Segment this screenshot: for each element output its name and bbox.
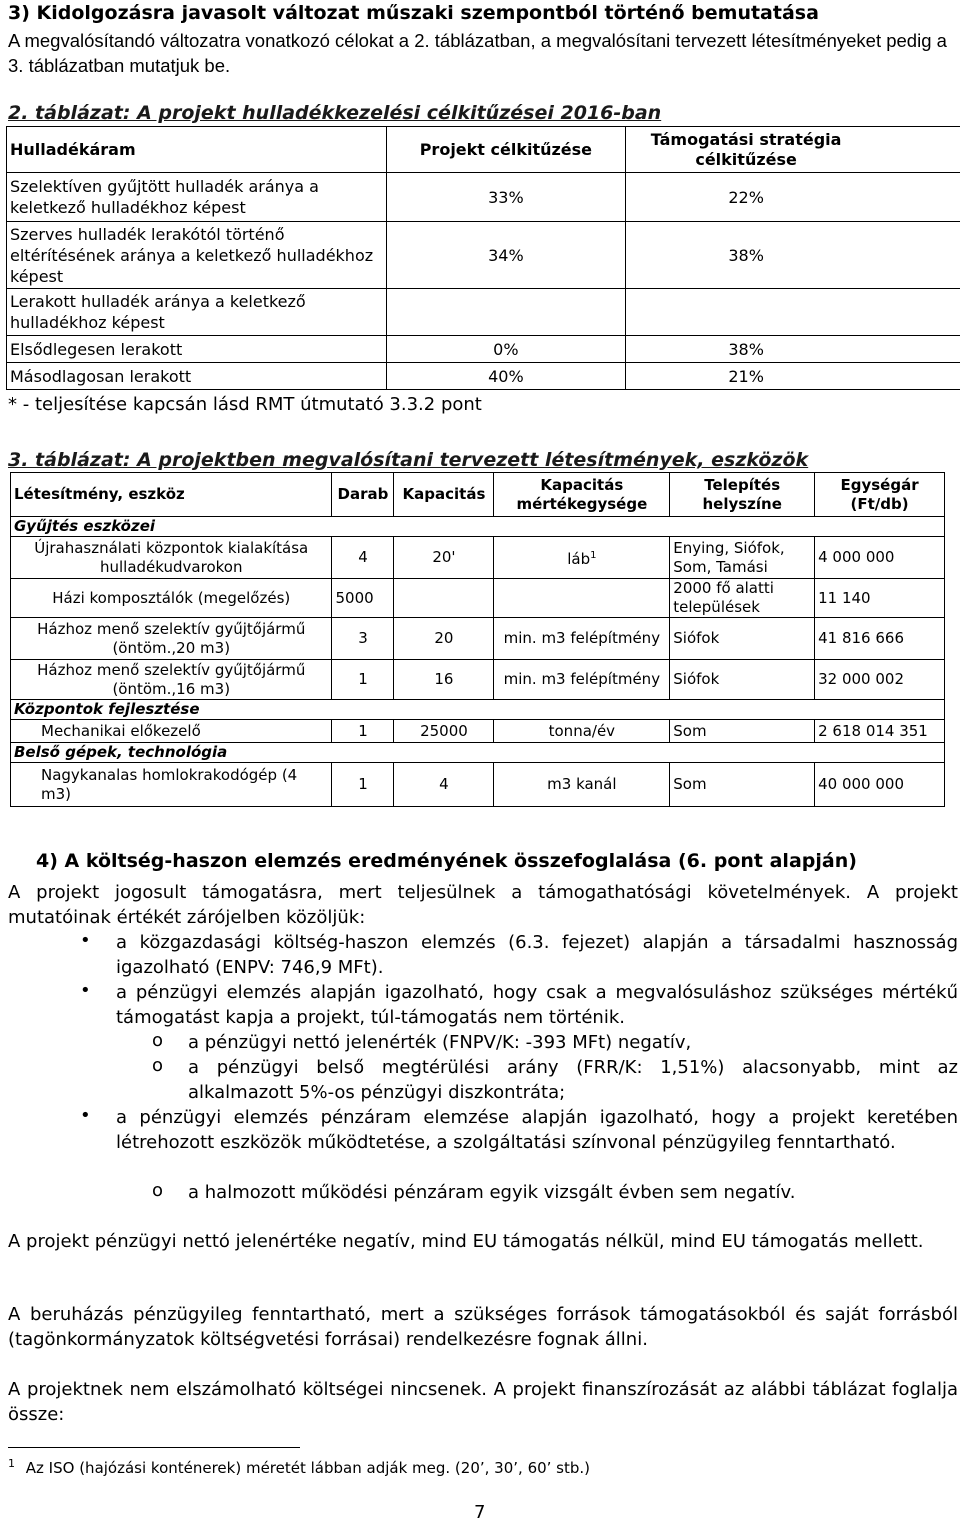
bullet-icon: • — [80, 980, 91, 1001]
table-row — [11, 720, 945, 743]
table-cell: 1 — [332, 720, 394, 743]
table-cell: Házhoz menő szelektív gyűjtőjármű (öntöm.,16 m3) — [11, 660, 332, 700]
table-cell: Másodlagosan lerakott — [7, 363, 387, 390]
table-3-header-row — [11, 473, 945, 517]
bullet-icon: • — [80, 1105, 91, 1126]
section-4-heading: 4) A költség-haszon elemzés eredményének összefoglalása (6. pont alapján) — [36, 850, 857, 872]
section-3-intro: A megvalósítandó változatra vonatkozó célokat a 2. táblázatban, a megvalósítani tervezett létesítményeket pedig a 3. táblázatban mutatjuk be. — [8, 30, 947, 76]
table-cell: Som — [670, 763, 815, 807]
section-3-heading: 3) Kidolgozásra javasolt változat műszaki szempontból történő bemutatása — [8, 2, 819, 24]
table-cell: 1 — [332, 763, 394, 807]
sub-bullet-item: a pénzügyi belső megtérülési arány (FRR/K: 1,51%) alacsonyabb, mint az alkalmazott 5%-os pénzügyi diszkontráta; — [188, 1057, 958, 1103]
table-2 — [6, 126, 960, 390]
bullet-item: a pénzügyi elemzés pénzáram elemzése alapján igazolható, hogy a projekt keretében létrehozott eszközök működtetése, a szolgáltatási színvonal pénzügyileg fenntartható. — [116, 1107, 958, 1153]
table-row — [7, 173, 960, 222]
footnote-mark: 1 — [8, 1457, 15, 1470]
table-2-header-cell: Projekt célkitűzése — [386, 127, 626, 173]
table-cell: 20' — [394, 537, 494, 579]
table-cell: Enying, Siófok, Som, Tamási — [670, 537, 815, 579]
section-row — [11, 517, 945, 537]
table-row — [11, 763, 945, 807]
table-cell: Újrahasználati központok kialakítása hulladékudvarokon — [11, 537, 332, 579]
sub-bullet-icon: o — [152, 1055, 164, 1076]
table-3-caption: 3. táblázat: A projektben megvalósítani tervezett létesítmények, eszközök — [8, 449, 809, 471]
table-cell: 11 140 — [815, 579, 945, 618]
bullet-item: a közgazdasági költség-haszon elemzés (6.3. fejezet) alapján a társadalmi hasznosság igazolható (ENPV: 746,9 MFt). — [116, 932, 958, 978]
table-cell: 5000 — [332, 579, 394, 618]
table-cell: Nagykanalas homlokrakodógép (4 m3) — [11, 763, 332, 807]
table-cell — [626, 289, 960, 336]
table-cell-unit — [494, 537, 670, 579]
table-3-header-cell: Egységár (Ft/db) — [815, 473, 945, 517]
section-title: Belső gépek, technológia — [11, 743, 945, 763]
section-row — [11, 700, 945, 720]
table-cell: 33% — [386, 173, 626, 222]
table-row — [11, 537, 945, 579]
paragraph: A projektnek nem elszámolható költségei nincsenek. A projekt finanszírozását az alábbi táblázat foglalja össze: — [8, 1379, 958, 1425]
table-cell: Mechanikai előkezelő — [11, 720, 332, 743]
footnote-ref: 1 — [590, 550, 597, 561]
table-cell: 4 — [394, 763, 494, 807]
table-3-header-cell: Kapacitás — [394, 473, 494, 517]
bullet-item: a pénzügyi elemzés alapján igazolható, hogy csak a megvalósuláshoz szükséges mértékű támogatást kapja a projekt, túl-támogatás nem történik. — [116, 982, 958, 1028]
section-title: Központok fejlesztése — [11, 700, 945, 720]
table-row — [11, 579, 945, 618]
table-cell: 38% — [626, 336, 960, 363]
unit-text: láb — [567, 550, 591, 568]
table-row — [7, 222, 960, 289]
table-row — [11, 660, 945, 700]
table-cell: 40 000 000 — [815, 763, 945, 807]
table-3 — [10, 472, 945, 807]
table-cell: Szerves hulladék lerakótól történő eltérítésének aránya a keletkező hulladékhoz képest — [7, 222, 387, 289]
table-cell: 4 000 000 — [815, 537, 945, 579]
table-cell: Házi komposztálók (megelőzés) — [11, 579, 332, 618]
table-3-header-cell: Létesítmény, eszköz — [11, 473, 332, 517]
table-cell: 3 — [332, 618, 394, 660]
table-2-header-cell: Hulladékáram — [7, 127, 387, 173]
table-cell: 20 — [394, 618, 494, 660]
table-cell: 21% — [626, 363, 960, 390]
table-cell: Elsődlegesen lerakott — [7, 336, 387, 363]
table-cell: m3 kanál — [494, 763, 670, 807]
table-row — [7, 289, 960, 336]
table-cell: 40% — [386, 363, 626, 390]
table-cell: Házhoz menő szelektív gyűjtőjármű (öntöm.,20 m3) — [11, 618, 332, 660]
footnote — [8, 1457, 590, 1477]
table-row — [7, 363, 960, 390]
page-number: 7 — [474, 1502, 486, 1523]
table-2-note: * - teljesítése kapcsán lásd RMT útmutató 3.3.2 pont — [8, 394, 482, 415]
table-3-header-cell: Telepítés helyszíne — [670, 473, 815, 517]
sub-bullet-icon: o — [152, 1180, 164, 1201]
table-cell: 16 — [394, 660, 494, 700]
table-cell — [494, 579, 670, 618]
table-cell: Siófok — [670, 618, 815, 660]
table-cell: 25000 — [394, 720, 494, 743]
table-cell: 32 000 002 — [815, 660, 945, 700]
sub-bullet-item: a halmozott működési pénzáram egyik vizsgált évben sem negatív. — [188, 1182, 796, 1203]
table-row — [7, 336, 960, 363]
table-2-caption: 2. táblázat: A projekt hulladékkezelési célkitűzései 2016-ban — [8, 102, 662, 124]
table-cell: 38% — [626, 222, 960, 289]
table-cell: 0% — [386, 336, 626, 363]
table-cell: 1 — [332, 660, 394, 700]
table-cell: min. m3 felépítmény — [494, 618, 670, 660]
paragraph: A projekt pénzügyi nettó jelenértéke negatív, mind EU támogatás nélkül, mind EU támogatás mellett. — [8, 1231, 924, 1252]
table-cell — [394, 579, 494, 618]
table-cell: Lerakott hulladék aránya a keletkező hulladékhoz képest — [7, 289, 387, 336]
table-cell: 34% — [386, 222, 626, 289]
table-cell: 22% — [626, 173, 960, 222]
section-4-intro: A projekt jogosult támogatásra, mert teljesülnek a támogathatósági követelmények. A projekt mutatóinak értékét zárójelben közöljük: — [8, 882, 958, 928]
table-cell: 2000 fő alatti települések — [670, 579, 815, 618]
table-3-header-cell: Darab — [332, 473, 394, 517]
table-cell: Szelektíven gyűjtött hulladék aránya a keletkező hulladékhoz képest — [7, 173, 387, 222]
bullet-icon: • — [80, 930, 91, 951]
table-cell: Siófok — [670, 660, 815, 700]
table-cell — [386, 289, 626, 336]
table-2-header-cell: Támogatási stratégia célkitűzése — [626, 127, 960, 173]
table-cell: min. m3 felépítmény — [494, 660, 670, 700]
table-3-header-cell: Kapacitás mértékegysége — [494, 473, 670, 517]
footnote-separator — [8, 1447, 300, 1448]
table-cell: 2 618 014 351 — [815, 720, 945, 743]
table-2-header-row — [7, 127, 960, 173]
table-cell: tonna/év — [494, 720, 670, 743]
section-title: Gyűjtés eszközei — [11, 517, 945, 537]
sub-bullet-icon: o — [152, 1030, 164, 1051]
table-cell: 41 816 666 — [815, 618, 945, 660]
table-row — [11, 618, 945, 660]
section-row — [11, 743, 945, 763]
sub-bullet-item: a pénzügyi nettó jelenérték (FNPV/K: -393 MFt) negatív, — [188, 1032, 692, 1053]
footnote-text: Az ISO (hajózási konténerek) méretét lábban adják meg. (20’, 30’, 60’ stb.) — [25, 1459, 591, 1477]
table-cell: 4 — [332, 537, 394, 579]
paragraph: A beruházás pénzügyileg fenntartható, mert a szükséges források támogatásokból és saját forrásból (tagönkormányzatok költségvetési forrásai) rendelkezésre fognak állni. — [8, 1304, 958, 1350]
table-cell: Som — [670, 720, 815, 743]
